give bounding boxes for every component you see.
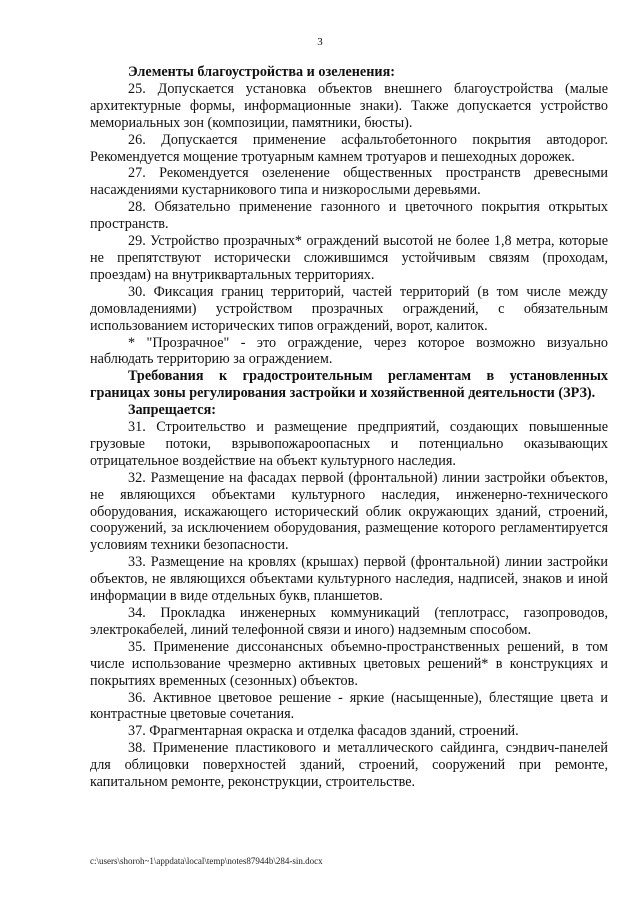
paragraph-29: 29. Устройство прозрачных* ограждений высотой не более 1,8 метра, которые не препятствуют исторически сложившимся устойчивым связям (проходам, проездам) на внутриквартальных территориях. [90, 233, 608, 283]
section-heading-requirements: Требования к градостроительным регламентам в установленных границах зоны регулирования застройки и хозяйственной деятельности (ЗРЗ). [90, 368, 608, 402]
footnote-transparent: * "Прозрачное" - это ограждение, через которое возможно визуально наблюдать территорию за ограждением. [90, 334, 608, 368]
paragraph-31: 31. Строительство и размещение предприятий, создающих повышенные грузовые потоки, взрывопожароопасных и потенциально оказывающих отрицательное воздействие на объект культурного наследия. [90, 419, 608, 469]
paragraph-30: 30. Фиксация границ территорий, частей территорий (в том числе между домовладениями) устройством прозрачных ограждений, с обязательным использованием исторических типов ограждений, ворот, калиток. [90, 283, 608, 334]
footer-file-path: c:\users\shoroh~1\appdata\local\temp\notes87944b\284-sin.docx [90, 856, 323, 866]
paragraph-33: 33. Размещение на кровлях (крышах) первой (фронтальной) линии застройки объектов, не являющихся объектами культурного наследия, надписей, знаков и иной информации в виде отдельных букв, планшетов. [90, 554, 608, 605]
paragraph-36: 36. Активное цветовое решение - яркие (насыщенные), блестящие цвета и контрастные цветовые сочетания. [90, 689, 608, 723]
paragraph-35: 35. Применение диссонансных объемно-пространственных решений, в том числе использование чрезмерно активных цветовых решений* в конструкциях и покрытиях временных (сезонных) объектов. [90, 638, 608, 689]
section-heading-landscaping: Элементы благоустройства и озеленения: [128, 64, 395, 80]
paragraph-32: 32. Размещение на фасадах первой (фронтальной) линии застройки объектов, не являющихся объектами культурного наследия, инженерно-технического оборудования, искажающего исторический облик окружающих зданий, строений, сооружений, за исключением оборудования, размещение которого регламентируется условиям техники безопасности. [90, 469, 608, 554]
paragraph-27: 27. Рекомендуется озеленение общественных пространств древесными насаждениями кустарникового типа и низкорослыми деревьями. [90, 165, 608, 199]
document-body [90, 64, 608, 791]
paragraph-34: 34. Прокладка инженерных коммуникаций (теплотрасс, газопроводов, электрокабелей, линий телефонной связи и иного) надземным способом. [90, 605, 608, 638]
section-heading-prohibited: Запрещается: [128, 402, 216, 419]
paragraph-37: 37. Фрагментарная окраска и отделка фасадов зданий, строений. [128, 723, 519, 740]
paragraph-38: 38. Применение пластикового и металлического сайдинга, сэндвич-панелей для облицовки поверхностей зданий, строений, сооружений при ремонте, капитальном ремонте, реконструкции, строительстве. [90, 740, 608, 791]
paragraph-28: 28. Обязательно применение газонного и цветочного покрытия открытых пространств. [90, 199, 608, 233]
page-number: 3 [317, 36, 323, 48]
paragraph-26: 26. Допускается применение асфальтобетонного покрытия автодорог. Рекомендуется мощение тротуарным камнем тротуаров и пешеходных дорожек. [90, 131, 608, 165]
paragraph-25: 25. Допускается установка объектов внешнего благоустройства (малые архитектурные формы, информационные знаки). Также допускается устройство мемориальных зон (композиции, памятники, бюсты). [90, 80, 608, 131]
